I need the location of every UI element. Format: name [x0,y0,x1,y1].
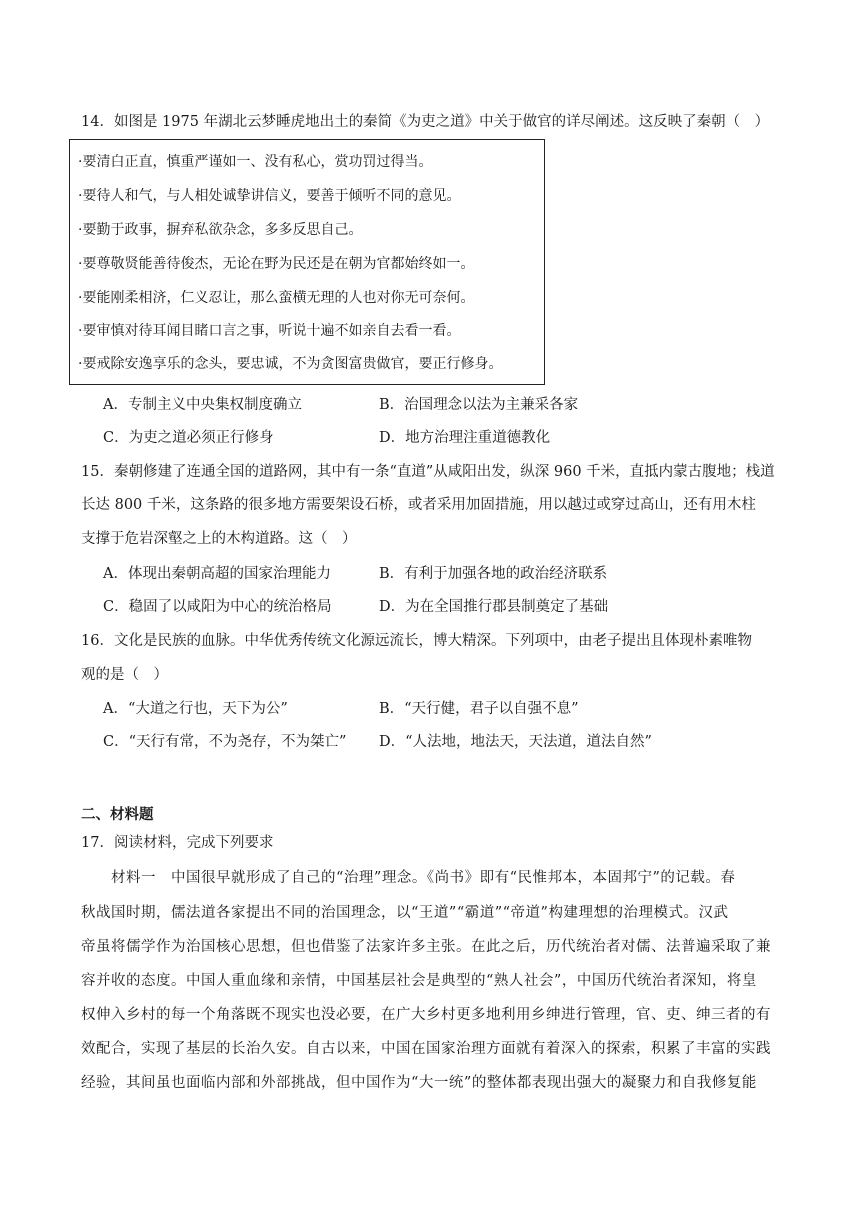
material-line: 材料一 中国很早就形成了自己的“治理”理念。《尚书》即有“民惟邦本，本固邦宁”的记载。春 [81,870,736,886]
q14-box-line: ·要能刚柔相济，仁义忍让，那么蛮横无理的人也对你无可奈何。 [78,290,475,306]
q15-stem-line: 15．秦朝修建了连通全国的道路网，其中有一条“直道”从咸阳出发，纵深 960 千米，直抵内蒙古腹地；栈道 [81,464,775,480]
q17-stem: 17．阅读材料，完成下列要求 [81,835,274,851]
q14-box-line: ·要待人和气，与人相处诚挚讲信义，要善于倾听不同的意见。 [78,188,461,204]
q14-option-c[interactable]: C．为吏之道必须正行修身 [103,430,274,446]
q15-option-a[interactable]: A．体现出秦朝高超的国家治理能力 [103,566,331,582]
q14-option-b[interactable]: B．治国理念以法为主兼采各家 [379,397,579,413]
material-line: 权伸入乡村的每一个角落既不现实也没必要，在广大乡村更多地利用乡绅进行管理，官、吏、绅三者的有 [81,1007,771,1023]
q14-source-box [69,139,545,385]
q14-option-a[interactable]: A．专制主义中央集权制度确立 [103,397,302,413]
q14-box-line: ·要勤于政事，摒弃私欲杂念，多多反思自己。 [78,222,363,238]
material-line: 帝虽将儒学作为治国核心思想，但也借鉴了法家许多主张。在此之后，历代统治者对儒、法普遍采取了兼 [81,939,771,955]
q15-stem-line: 长达 800 千米，这条路的很多地方需要架设石桥，或者采用加固措施，用以越过或穿过高山，还有用木柱 [81,497,756,513]
q15-option-b[interactable]: B．有利于加强各地的政治经济联系 [379,566,608,582]
material-line: 容并收的态度。中国人重血缘和亲情，中国基层社会是典型的“熟人社会”，中国历代统治者深知，将皇 [81,973,757,989]
q14-stem: 14．如图是 1975 年湖北云梦睡虎地出土的秦简《为吏之道》中关于做官的详尽阐述。这反映了秦朝（ ） [81,114,770,130]
q14-box-line: ·要清白正直，慎重严谨如一、没有私心，赏功罚过得当。 [78,154,433,170]
q15-option-c[interactable]: C．稳固了以咸阳为中心的统治格局 [103,599,332,615]
q15-option-d[interactable]: D．为在全国推行郡县制奠定了基础 [379,599,609,615]
q16-stem-line: 16．文化是民族的血脉。中华优秀传统文化源远流长，博大精深。下列项中，由老子提出且体现朴素唯物 [81,633,752,649]
q16-option-c[interactable]: C．“天行有常，不为尧存，不为桀亡” [103,734,347,750]
q14-box-line: ·要尊敬贤能善待俊杰，无论在野为民还是在朝为官都始终如一。 [78,256,475,272]
q16-stem-line: 观的是（ ） [81,667,168,683]
q14-box-line: ·要审慎对待耳闻目睹口言之事，听说十遍不如亲自去看一看。 [78,323,461,339]
material-line: 经验，其间虽也面临内部和外部挑战，但中国作为“大一统”的整体都表现出强大的凝聚力和自我修复能 [81,1075,757,1091]
material-line: 秋战国时期，儒法道各家提出不同的治国理念，以“王道”“霸道”“帝道”构建理想的治理模式。汉武 [81,905,729,921]
q16-option-b[interactable]: B．“天行健，君子以自强不息” [379,701,579,717]
section-title: 二、材料题 [81,806,154,823]
q14-option-d[interactable]: D．地方治理注重道德教化 [379,430,551,446]
q16-option-a[interactable]: A．“大道之行也，天下为公” [103,701,288,717]
material-line: 效配合，实现了基层的长治久安。自古以来，中国在国家治理方面就有着深入的探索，积累了丰富的实践 [81,1041,771,1057]
q14-box-line: ·要戒除安逸享乐的念头，要忠诚，不为贪图富贵做官，要正行修身。 [78,356,503,372]
q15-stem-line: 支撑于危岩深壑之上的木构道路。这（ ） [81,531,357,547]
q16-option-d[interactable]: D．“人法地，地法天，天法道，道法自然” [379,734,652,750]
